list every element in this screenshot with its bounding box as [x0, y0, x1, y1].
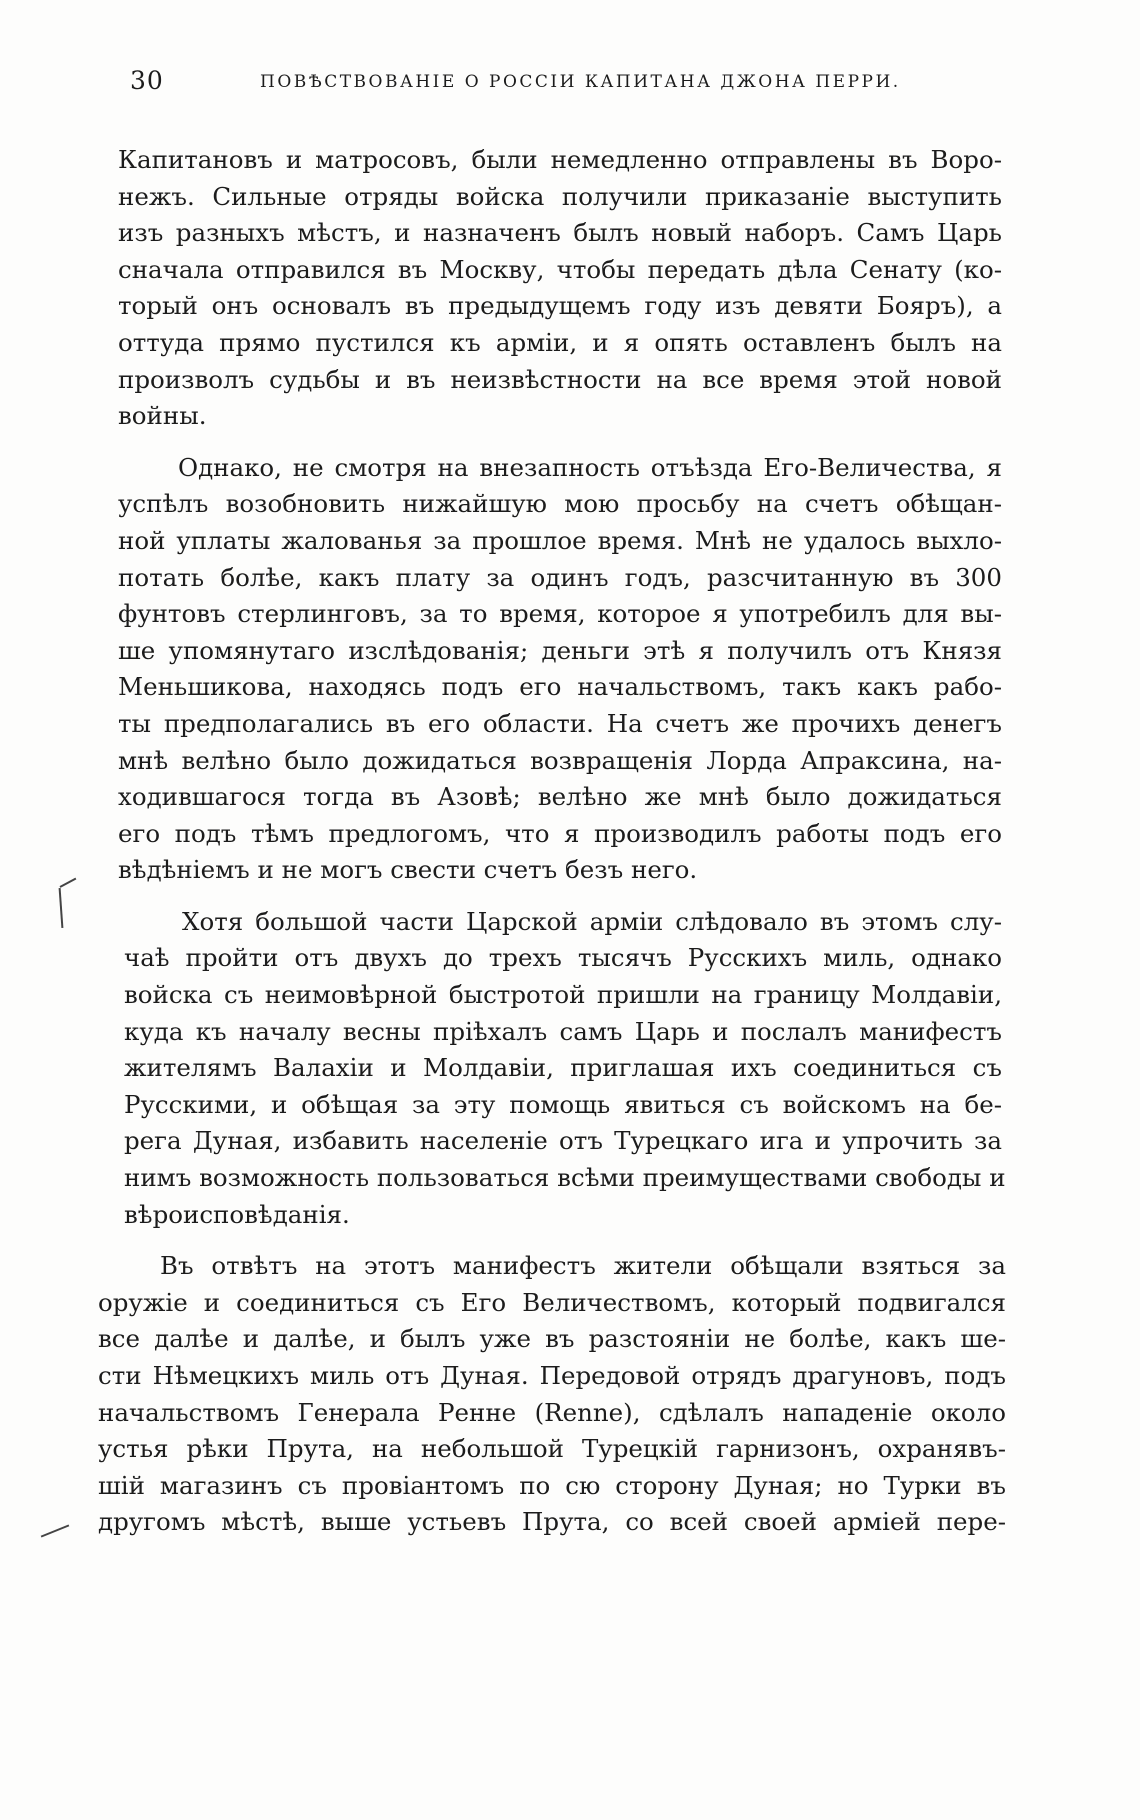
page-number: 30: [130, 66, 164, 95]
paragraph: [98, 1248, 1006, 1541]
text-line: устья рѣки Прута, на небольшой Турецкій гарнизонъ, охранявъ-: [98, 1434, 1006, 1464]
text-line: Въ отвѣтъ на этотъ манифестъ жители обѣщали взяться за: [160, 1251, 1006, 1281]
text-line: нежъ. Сильные отряды войска получили приказаніе выступить: [118, 181, 1002, 211]
text-line: Русскими, и обѣщая за эту помощь явиться съ войскомъ на бе-: [124, 1089, 1002, 1119]
text-line: все далѣе и далѣе, и былъ уже въ разстояніи не болѣе, какъ ше-: [98, 1324, 1006, 1354]
text-line: ты предполагались въ его области. На счетъ же прочихъ денегъ: [118, 708, 1002, 738]
text-line: чаѣ пройти отъ двухъ до трехъ тысячъ Русскихъ миль, однако: [124, 943, 1002, 973]
text-line: фунтовъ стерлинговъ, за то время, которое я употребилъ для вы-: [118, 599, 1002, 629]
text-line: Капитановъ и матросовъ, были немедленно отправлены въ Воро-: [118, 145, 1002, 174]
text-line: нимъ возможность пользоваться всѣми преимуществами свободы и: [124, 1163, 1006, 1193]
text-line: сти Нѣмецкихъ миль отъ Дуная. Передовой отрядъ драгуновъ, подъ: [98, 1361, 1006, 1390]
text-line: вѣроисповѣданія.: [124, 1199, 350, 1229]
text-line: жителямъ Валахіи и Молдавіи, приглашая ихъ соединиться съ: [124, 1053, 1002, 1083]
text-line: Хотя большой части Царской арміи слѣдовало въ этомъ слу-: [182, 906, 1002, 936]
text-line: сначала отправился въ Москву, чтобы передать дѣла Сенату (ко-: [118, 254, 1002, 284]
text-line: войска съ неимовѣрной быстротой пришли на границу Молдавіи,: [124, 980, 1002, 1010]
text-line: начальствомъ Генерала Ренне (Renne), сдѣлалъ нападеніе около: [98, 1397, 1006, 1427]
text-line: Меньшикова, находясь подъ его начальствомъ, такъ какъ рабо-: [118, 672, 1002, 702]
text-line: рега Дуная, избавить населеніе отъ Турецкаго ига и упрочить за: [124, 1126, 1002, 1156]
text-line: ше упомянутаго изслѣдованія; деньги этѣ я получилъ отъ Князя: [118, 635, 1002, 665]
text-line: изъ разныхъ мѣстъ, и назначенъ былъ новый наборъ. Самъ Царь: [118, 218, 1002, 248]
text-line: произволъ судьбы и въ неизвѣстности на все время этой новой: [118, 364, 1002, 394]
text-line: ходившагося тогда въ Азовѣ; велѣно же мнѣ было дожидаться: [118, 782, 1002, 812]
text-line: Однако, не смотря на внезапность отъѣзда Его-Величества, я: [178, 452, 1002, 482]
text-line: оттуда прямо пустился къ арміи, и я опять оставленъ былъ на: [118, 327, 1002, 357]
text-line: вѣдѣніемъ и не могъ свести счетъ безъ него.: [118, 855, 698, 885]
text-line: войны.: [118, 401, 207, 431]
body-text: [98, 142, 1006, 1541]
text-line: успѣлъ возобновить нижайшую мою просьбу на счетъ обѣщан-: [118, 489, 1002, 519]
paragraph: [124, 904, 1006, 1233]
text-line: ной уплаты жалованья за прошлое время. Мнѣ не удалось выхло-: [118, 525, 1002, 555]
paragraph: [118, 142, 1002, 435]
paragraph: [118, 450, 1002, 889]
text-line: торый онъ основалъ въ предыдущемъ году изъ девяти Бояръ), а: [118, 291, 1002, 321]
text-line: потать болѣе, какъ плату за одинъ годъ, разсчитанную въ 300: [118, 562, 1002, 592]
text-line: другомъ мѣстѣ, выше устьевъ Прута, со всей своей арміей пере-: [98, 1507, 1006, 1537]
page-header: [130, 66, 1010, 106]
text-line: мнѣ велѣно было дожидаться возвращенія Лорда Апраксина, на-: [118, 745, 1002, 775]
margin-pencil-dash: [41, 1524, 70, 1537]
running-title: ПОВѢСТВОВАНІЕ О РОССІИ КАПИТАНА ДЖОНА ПЕРРИ.: [260, 72, 901, 92]
text-line: шій магазинъ съ провіантомъ по сю сторону Дуная; но Турки въ: [98, 1470, 1006, 1500]
margin-pencil-mark: [54, 880, 80, 930]
text-line: его подъ тѣмъ предлогомъ, что я производилъ работы подъ его: [118, 818, 1002, 848]
text-line: куда къ началу весны пріѣхалъ самъ Царь и послалъ манифестъ: [124, 1016, 1002, 1046]
text-line: оружіе и соединиться съ Его Величествомъ, который подвигался: [98, 1287, 1006, 1317]
